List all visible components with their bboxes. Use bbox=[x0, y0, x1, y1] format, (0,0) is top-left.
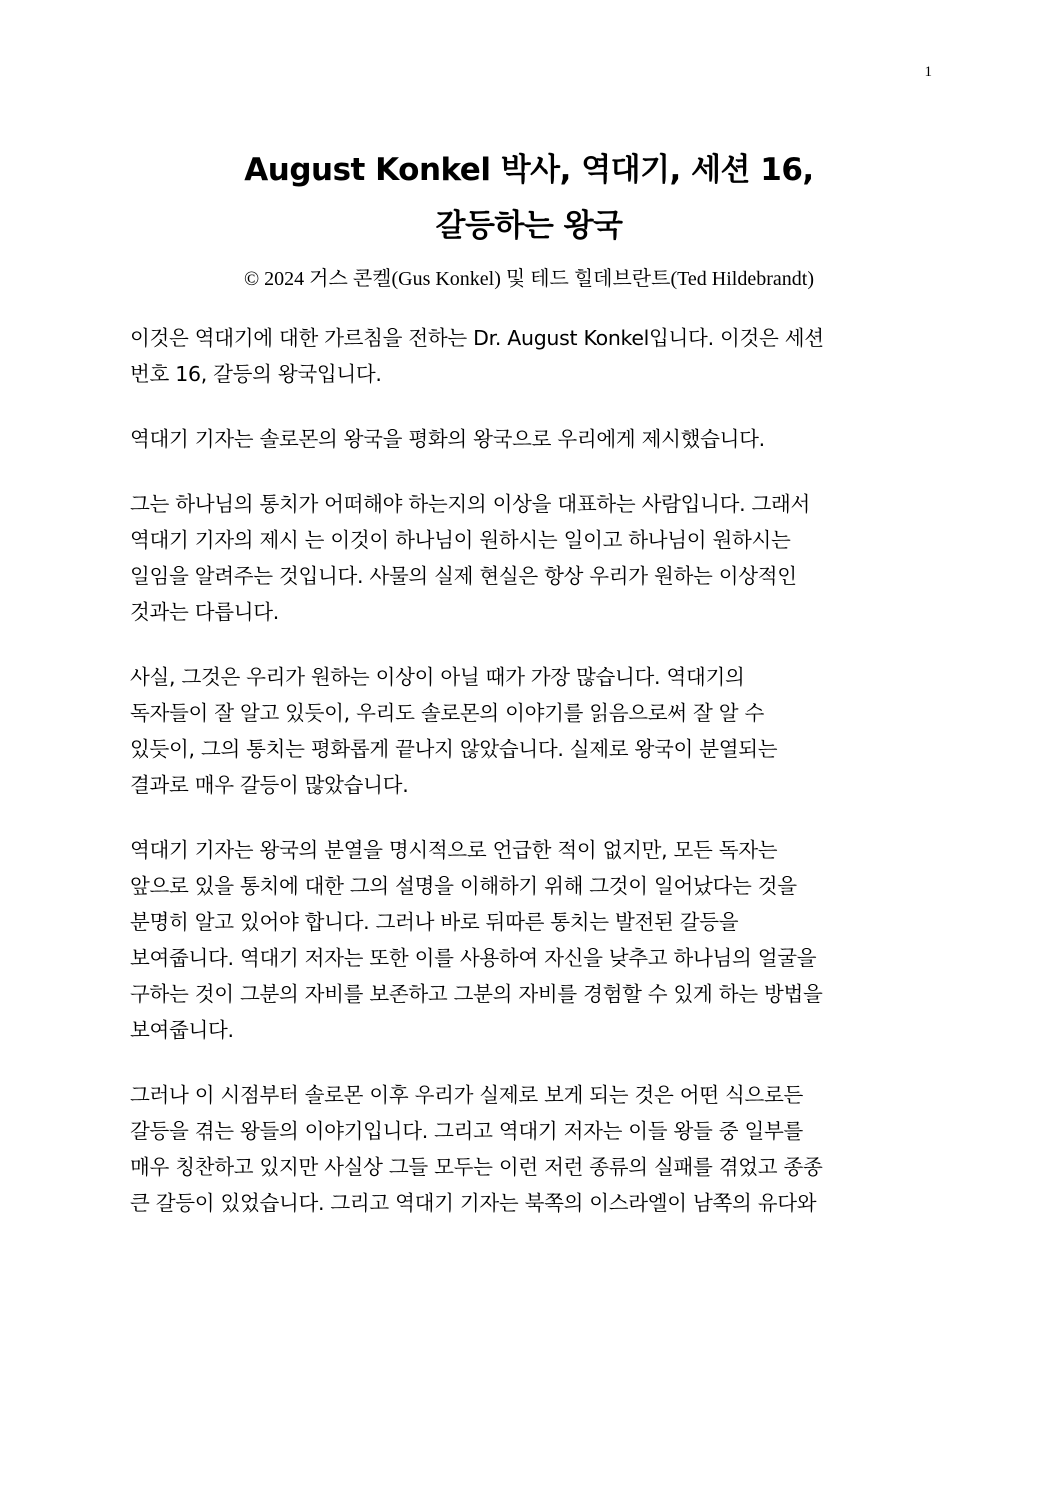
paragraph-line: 역대기 기자의 제시 는 이것이 하나님이 원하시는 일이고 하나님이 원하시는 bbox=[130, 528, 791, 552]
paragraph bbox=[130, 832, 930, 1048]
paragraph-line: 큰 갈등이 있었습니다. 그리고 역대기 기자는 북쪽의 이스라엘이 남쪽의 유다와 bbox=[130, 1191, 817, 1215]
paragraph-line: 있듯이, 그의 통치는 평화롭게 끝나지 않았습니다. 실제로 왕국이 분열되는 bbox=[130, 737, 778, 761]
paragraph-line: 역대기 기자는 솔로몬의 왕국을 평화의 왕국으로 우리에게 제시했습니다. bbox=[130, 427, 765, 451]
paragraph-line: 그는 하나님의 통치가 어떠해야 하는지의 이상을 대표하는 사람입니다. 그래서 bbox=[130, 492, 811, 516]
paragraph-line: 이것은 역대기에 대한 가르침을 전하는 Dr. August Konkel입니다. 이것은 세션 bbox=[130, 326, 824, 350]
paragraph-line: 역대기 기자는 왕국의 분열을 명시적으로 언급한 적이 없지만, 모든 독자는 bbox=[130, 838, 778, 862]
paragraph-line: 사실, 그것은 우리가 원하는 이상이 아닐 때가 가장 많습니다. 역대기의 bbox=[130, 665, 745, 689]
copyright-line: © 2024 거스 콘켈(Gus Konkel) 및 테드 힐데브란트(Ted Hildebrandt) bbox=[243, 268, 814, 290]
paragraph-line: 구하는 것이 그분의 자비를 보존하고 그분의 자비를 경험할 수 있게 하는 방법을 bbox=[130, 982, 823, 1006]
paragraph bbox=[130, 421, 930, 457]
paragraph bbox=[130, 320, 930, 392]
paragraph-line: 분명히 알고 있어야 합니다. 그러나 바로 뒤따른 통치는 발전된 갈등을 bbox=[130, 910, 739, 934]
paragraph-line: 앞으로 있을 통치에 대한 그의 설명을 이해하기 위해 그것이 일어났다는 것을 bbox=[130, 874, 797, 898]
paragraph bbox=[130, 486, 930, 630]
paragraph-line: 일임을 알려주는 것입니다. 사물의 실제 현실은 항상 우리가 원하는 이상적인 bbox=[130, 564, 797, 588]
paragraph-line: 독자들이 잘 알고 있듯이, 우리도 솔로몬의 이야기를 읽음으로써 잘 알 수 bbox=[130, 701, 764, 725]
paragraph-line: 보여줍니다. bbox=[130, 1018, 234, 1042]
page-number: 1 bbox=[924, 64, 932, 80]
paragraph-line: 그러나 이 시점부터 솔로몬 이후 우리가 실제로 보게 되는 것은 어떤 식으로든 bbox=[130, 1083, 803, 1107]
paragraph-line: 매우 칭찬하고 있지만 사실상 그들 모두는 이런 저런 종류의 실패를 겪었고 종종 bbox=[130, 1155, 823, 1179]
paragraph-line: 것과는 다릅니다. bbox=[130, 600, 279, 624]
page-title-line-1: August Konkel 박사, 역대기, 세션 16, bbox=[244, 152, 814, 188]
paragraph bbox=[130, 659, 930, 803]
paragraph-line: 결과로 매우 갈등이 많았습니다. bbox=[130, 773, 409, 797]
paragraph-line: 보여줍니다. 역대기 저자는 또한 이를 사용하여 자신을 낮추고 하나님의 얼굴을 bbox=[130, 946, 817, 970]
page-title-line-2: 갈등하는 왕국 bbox=[435, 208, 623, 244]
paragraph-line: 갈등을 겪는 왕들의 이야기입니다. 그리고 역대기 저자는 이들 왕들 중 일부를 bbox=[130, 1119, 803, 1143]
paragraph-line: 번호 16, 갈등의 왕국입니다. bbox=[130, 362, 382, 386]
document-body bbox=[130, 320, 930, 1250]
paragraph bbox=[130, 1077, 930, 1221]
